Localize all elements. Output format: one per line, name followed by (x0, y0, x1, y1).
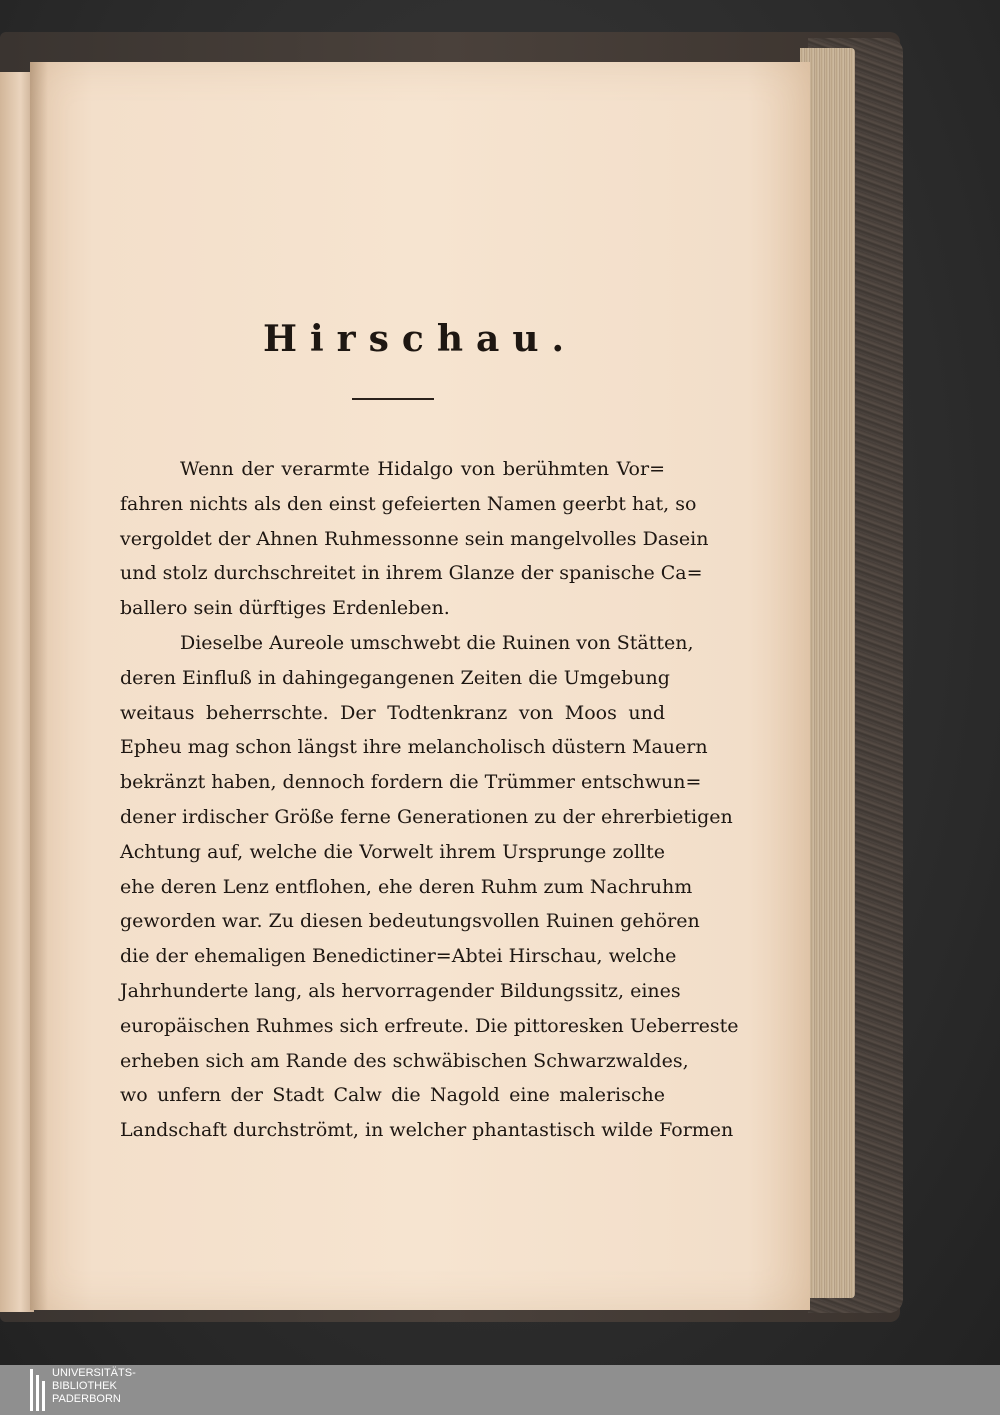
text-line: die der ehemaligen Benedictiner=Abtei Hirschau, welche (120, 945, 677, 968)
text-line: fahren nichts als den einst gefeierten Namen geerbt hat, so (120, 492, 697, 515)
text-line: geworden war. Zu diesen bedeutungsvollen Ruinen gehören (120, 910, 700, 933)
body-text (120, 452, 739, 1148)
text-line: bekränzt haben, dennoch fordern die Trümmer entschwun= (120, 771, 702, 794)
library-logo-icon (30, 1369, 46, 1411)
logo-line: BIBLIOTHEK (52, 1380, 117, 1392)
logo-line: UNIVERSITÄTS- (52, 1367, 136, 1379)
text-line: Dieselbe Aureole umschwebt die Ruinen von Stätten, (180, 631, 694, 654)
text-line: Wenn der verarmte Hidalgo von berühmten Vor= (180, 458, 665, 480)
text-line: Epheu mag schon längst ihre melancholisch düstern Mauern (120, 736, 708, 759)
logo-line: PADERBORN (52, 1393, 121, 1405)
footer-bar (0, 1365, 1000, 1415)
text-line: weitaus beherrschte. Der Todtenkranz von Moos und (120, 701, 665, 724)
text-line: Achtung auf, welche die Vorwelt ihrem Ursprunge zollte (120, 840, 665, 863)
text-line: europäischen Ruhmes sich erfreute. Die pittoresken Ueberreste (120, 1014, 739, 1037)
text-line: ehe deren Lenz entflohen, ehe deren Ruhm zum Nachruhm (120, 875, 693, 898)
text-line: Jahrhunderte lang, als hervorragender Bildungssitz, eines (120, 979, 681, 1002)
text-line: vergoldet der Ahnen Ruhmessonne sein mangelvolles Dasein (120, 527, 709, 550)
text-line: erheben sich am Rande des schwäbischen Schwarzwaldes, (120, 1049, 689, 1072)
library-logo-text (52, 1367, 136, 1406)
page-gutter-shadow (30, 62, 48, 1310)
text-line: Landschaft durchströmt, in welcher phantastisch wilde Formen (120, 1119, 734, 1142)
title-divider (352, 398, 434, 400)
left-page-sliver (0, 72, 34, 1312)
text-line: dener irdischer Größe ferne Generationen zu der ehrerbietigen (120, 805, 733, 828)
text-line: wo unfern der Stadt Calw die Nagold eine malerische (120, 1084, 665, 1107)
chapter-title: Hirschau. (262, 318, 578, 360)
text-line: ballero sein dürftiges Erdenleben. (120, 597, 450, 620)
text-line: und stolz durchschreitet in ihrem Glanze der spanische Ca= (120, 562, 703, 585)
text-line: deren Einfluß in dahingegangenen Zeiten die Umgebung (120, 666, 670, 689)
